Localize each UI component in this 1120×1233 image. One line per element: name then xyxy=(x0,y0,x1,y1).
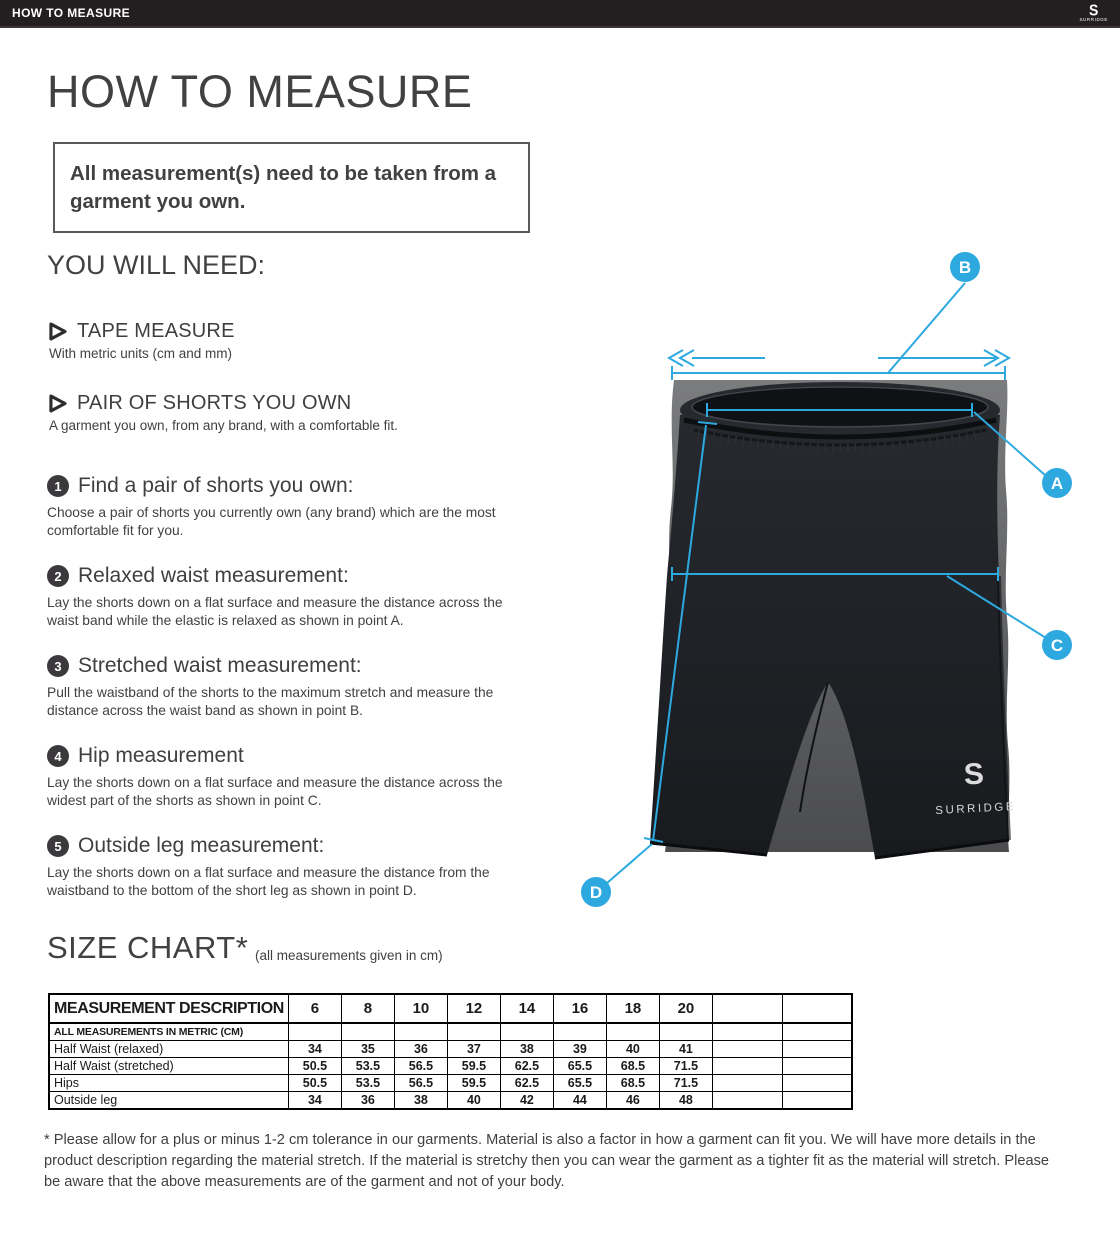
size-col-header: 6 xyxy=(288,994,341,1023)
size-col-header: 10 xyxy=(394,994,447,1023)
size-chart-header-row xyxy=(49,994,852,1023)
row-label: Hips xyxy=(49,1075,288,1092)
label-d-connector xyxy=(607,844,652,883)
cell-value: 71.5 xyxy=(659,1058,712,1075)
size-col-header: 18 xyxy=(606,994,659,1023)
cell-value: 34 xyxy=(288,1092,341,1110)
step xyxy=(47,564,532,654)
disclaimer-text: * Please allow for a plus or minus 1-2 cm tolerance in our garments. Material is also a factor in how a garment can fit you. We will have more details in the product description regarding the material stretch. If the material is stretchy then you can wear the garment as a tighter fit as the material will stretch. Please be aware that the above measurements are of the garment and not of your body. xyxy=(44,1132,1050,1190)
size-col-header: 16 xyxy=(553,994,606,1023)
need-item-note: With metric units (cm and mm) xyxy=(49,346,233,361)
step-title: Find a pair of shorts you own: xyxy=(78,474,354,497)
top-bar xyxy=(0,0,1120,28)
cell-value: 41 xyxy=(659,1041,712,1058)
step-title: Hip measurement xyxy=(78,744,244,767)
cell-value xyxy=(712,1058,782,1075)
cell-value: 59.5 xyxy=(447,1058,500,1075)
step-title: Relaxed waist measurement: xyxy=(78,564,349,587)
label-b-connector xyxy=(888,283,965,373)
cell-value: 44 xyxy=(553,1092,606,1110)
cell-value xyxy=(712,1041,782,1058)
cell-value: 68.5 xyxy=(606,1075,659,1092)
label-a: A xyxy=(1050,474,1064,493)
row-label: Outside leg xyxy=(49,1092,288,1110)
play-triangle-icon xyxy=(47,393,68,414)
need-item-label: PAIR OF SHORTS YOU OWN xyxy=(77,392,352,414)
garment-logo-s-icon: S xyxy=(963,757,985,792)
cell-value: 53.5 xyxy=(341,1058,394,1075)
cell-value: 56.5 xyxy=(394,1075,447,1092)
metric-note-row xyxy=(49,1023,852,1041)
cell-value xyxy=(782,1075,852,1092)
cell-value: 42 xyxy=(500,1092,553,1110)
step-number-badge: 2 xyxy=(47,565,69,587)
garment-logo-wordmark: SURRIDGE xyxy=(935,800,1017,818)
cell-value: 38 xyxy=(500,1041,553,1058)
empty-cell xyxy=(606,1023,659,1041)
notice-text: All measurement(s) need to be taken from a garment you own. xyxy=(70,162,497,213)
step-number-badge: 1 xyxy=(47,475,69,497)
cell-value xyxy=(782,1058,852,1075)
step-number-badge: 3 xyxy=(47,655,69,677)
empty-cell xyxy=(288,1023,341,1041)
cell-value: 71.5 xyxy=(659,1075,712,1092)
empty-cell xyxy=(341,1023,394,1041)
empty-cell xyxy=(394,1023,447,1041)
cell-value: 53.5 xyxy=(341,1075,394,1092)
label-d: D xyxy=(589,883,603,902)
size-col-header: 20 xyxy=(659,994,712,1023)
you-will-need-heading: YOU WILL NEED: xyxy=(47,250,266,280)
cell-value: 65.5 xyxy=(553,1075,606,1092)
cell-value: 39 xyxy=(553,1041,606,1058)
play-triangle-icon xyxy=(47,321,68,342)
steps-list xyxy=(47,474,532,924)
step xyxy=(47,474,532,564)
size-col-header: 14 xyxy=(500,994,553,1023)
cell-value: 40 xyxy=(447,1092,500,1110)
step-number-badge: 5 xyxy=(47,835,69,857)
stretch-arrows xyxy=(669,350,1009,366)
step-description: Lay the shorts down on a flat surface and measure the distance across the widest part of the shorts as shown in point C. xyxy=(47,775,503,808)
you-will-need-list xyxy=(47,320,527,464)
cell-value: 37 xyxy=(447,1041,500,1058)
step-title: Outside leg measurement: xyxy=(78,834,325,857)
empty-cell xyxy=(553,1023,606,1041)
size-chart-row xyxy=(49,1058,852,1075)
cell-value: 65.5 xyxy=(553,1058,606,1075)
empty-cell xyxy=(447,1023,500,1041)
cell-value: 50.5 xyxy=(288,1075,341,1092)
step-description: Pull the waistband of the shorts to the maximum stretch and measure the distance across the waist band as shown in point B. xyxy=(47,685,494,718)
measurement-description-header: MEASUREMENT DESCRIPTION xyxy=(49,994,288,1023)
size-col-header: 8 xyxy=(341,994,394,1023)
step-description: Lay the shorts down on a flat surface and measure the distance from the waistband to the bottom of the short leg as shown in point D. xyxy=(47,865,490,898)
cell-value: 59.5 xyxy=(447,1075,500,1092)
label-c: C xyxy=(1050,636,1064,655)
step-description: Lay the shorts down on a flat surface and measure the distance across the waist band while the elastic is relaxed as shown in point A. xyxy=(47,595,503,628)
cell-value: 62.5 xyxy=(500,1058,553,1075)
surridge-logo xyxy=(1079,3,1108,23)
cell-value: 40 xyxy=(606,1041,659,1058)
cell-value: 46 xyxy=(606,1092,659,1110)
stretched-waist-line xyxy=(672,366,1005,380)
cell-value: 68.5 xyxy=(606,1058,659,1075)
size-chart-heading: SIZE CHART* xyxy=(47,930,249,965)
cell-value: 62.5 xyxy=(500,1075,553,1092)
cell-value: 38 xyxy=(394,1092,447,1110)
size-col-header xyxy=(712,994,782,1023)
step xyxy=(47,744,532,834)
surridge-wordmark: SURRIDGE xyxy=(1079,17,1108,23)
cell-value: 50.5 xyxy=(288,1058,341,1075)
cell-value xyxy=(782,1041,852,1058)
metric-note: ALL MEASUREMENTS IN METRIC (CM) xyxy=(49,1023,288,1041)
cell-value: 36 xyxy=(394,1041,447,1058)
shorts-measurement-diagram xyxy=(560,240,1120,920)
step-title: Stretched waist measurement: xyxy=(78,654,362,677)
size-chart-table xyxy=(48,993,853,1110)
row-label: Half Waist (relaxed) xyxy=(49,1041,288,1058)
cell-value xyxy=(782,1092,852,1110)
size-col-header xyxy=(782,994,852,1023)
cell-value: 48 xyxy=(659,1092,712,1110)
empty-cell xyxy=(712,1023,782,1041)
step-description: Choose a pair of shorts you currently own (any brand) which are the most comfortable fit for you. xyxy=(47,505,496,538)
need-item-note: A garment you own, from any brand, with a comfortable fit. xyxy=(49,418,398,433)
row-label: Half Waist (stretched) xyxy=(49,1058,288,1075)
size-col-header: 12 xyxy=(447,994,500,1023)
size-chart-row xyxy=(49,1092,852,1110)
empty-cell xyxy=(500,1023,553,1041)
empty-cell xyxy=(659,1023,712,1041)
empty-cell xyxy=(782,1023,852,1041)
cell-value: 56.5 xyxy=(394,1058,447,1075)
cell-value xyxy=(712,1092,782,1110)
step-number-badge: 4 xyxy=(47,745,69,767)
need-item-label: TAPE MEASURE xyxy=(77,320,235,342)
notice-box xyxy=(53,142,530,233)
top-bar-title: HOW TO MEASURE xyxy=(12,6,131,20)
size-chart-subheading: (all measurements given in cm) xyxy=(255,948,443,963)
label-b: B xyxy=(958,258,972,277)
need-item xyxy=(47,392,527,464)
size-chart-row xyxy=(49,1041,852,1058)
size-chart-row xyxy=(49,1075,852,1092)
step xyxy=(47,654,532,744)
page-title: HOW TO MEASURE xyxy=(47,66,473,117)
cell-value: 35 xyxy=(341,1041,394,1058)
surridge-s-icon: S xyxy=(1089,1,1099,20)
cell-value: 36 xyxy=(341,1092,394,1110)
need-item xyxy=(47,320,527,392)
cell-value: 34 xyxy=(288,1041,341,1058)
cell-value xyxy=(712,1075,782,1092)
step xyxy=(47,834,532,924)
